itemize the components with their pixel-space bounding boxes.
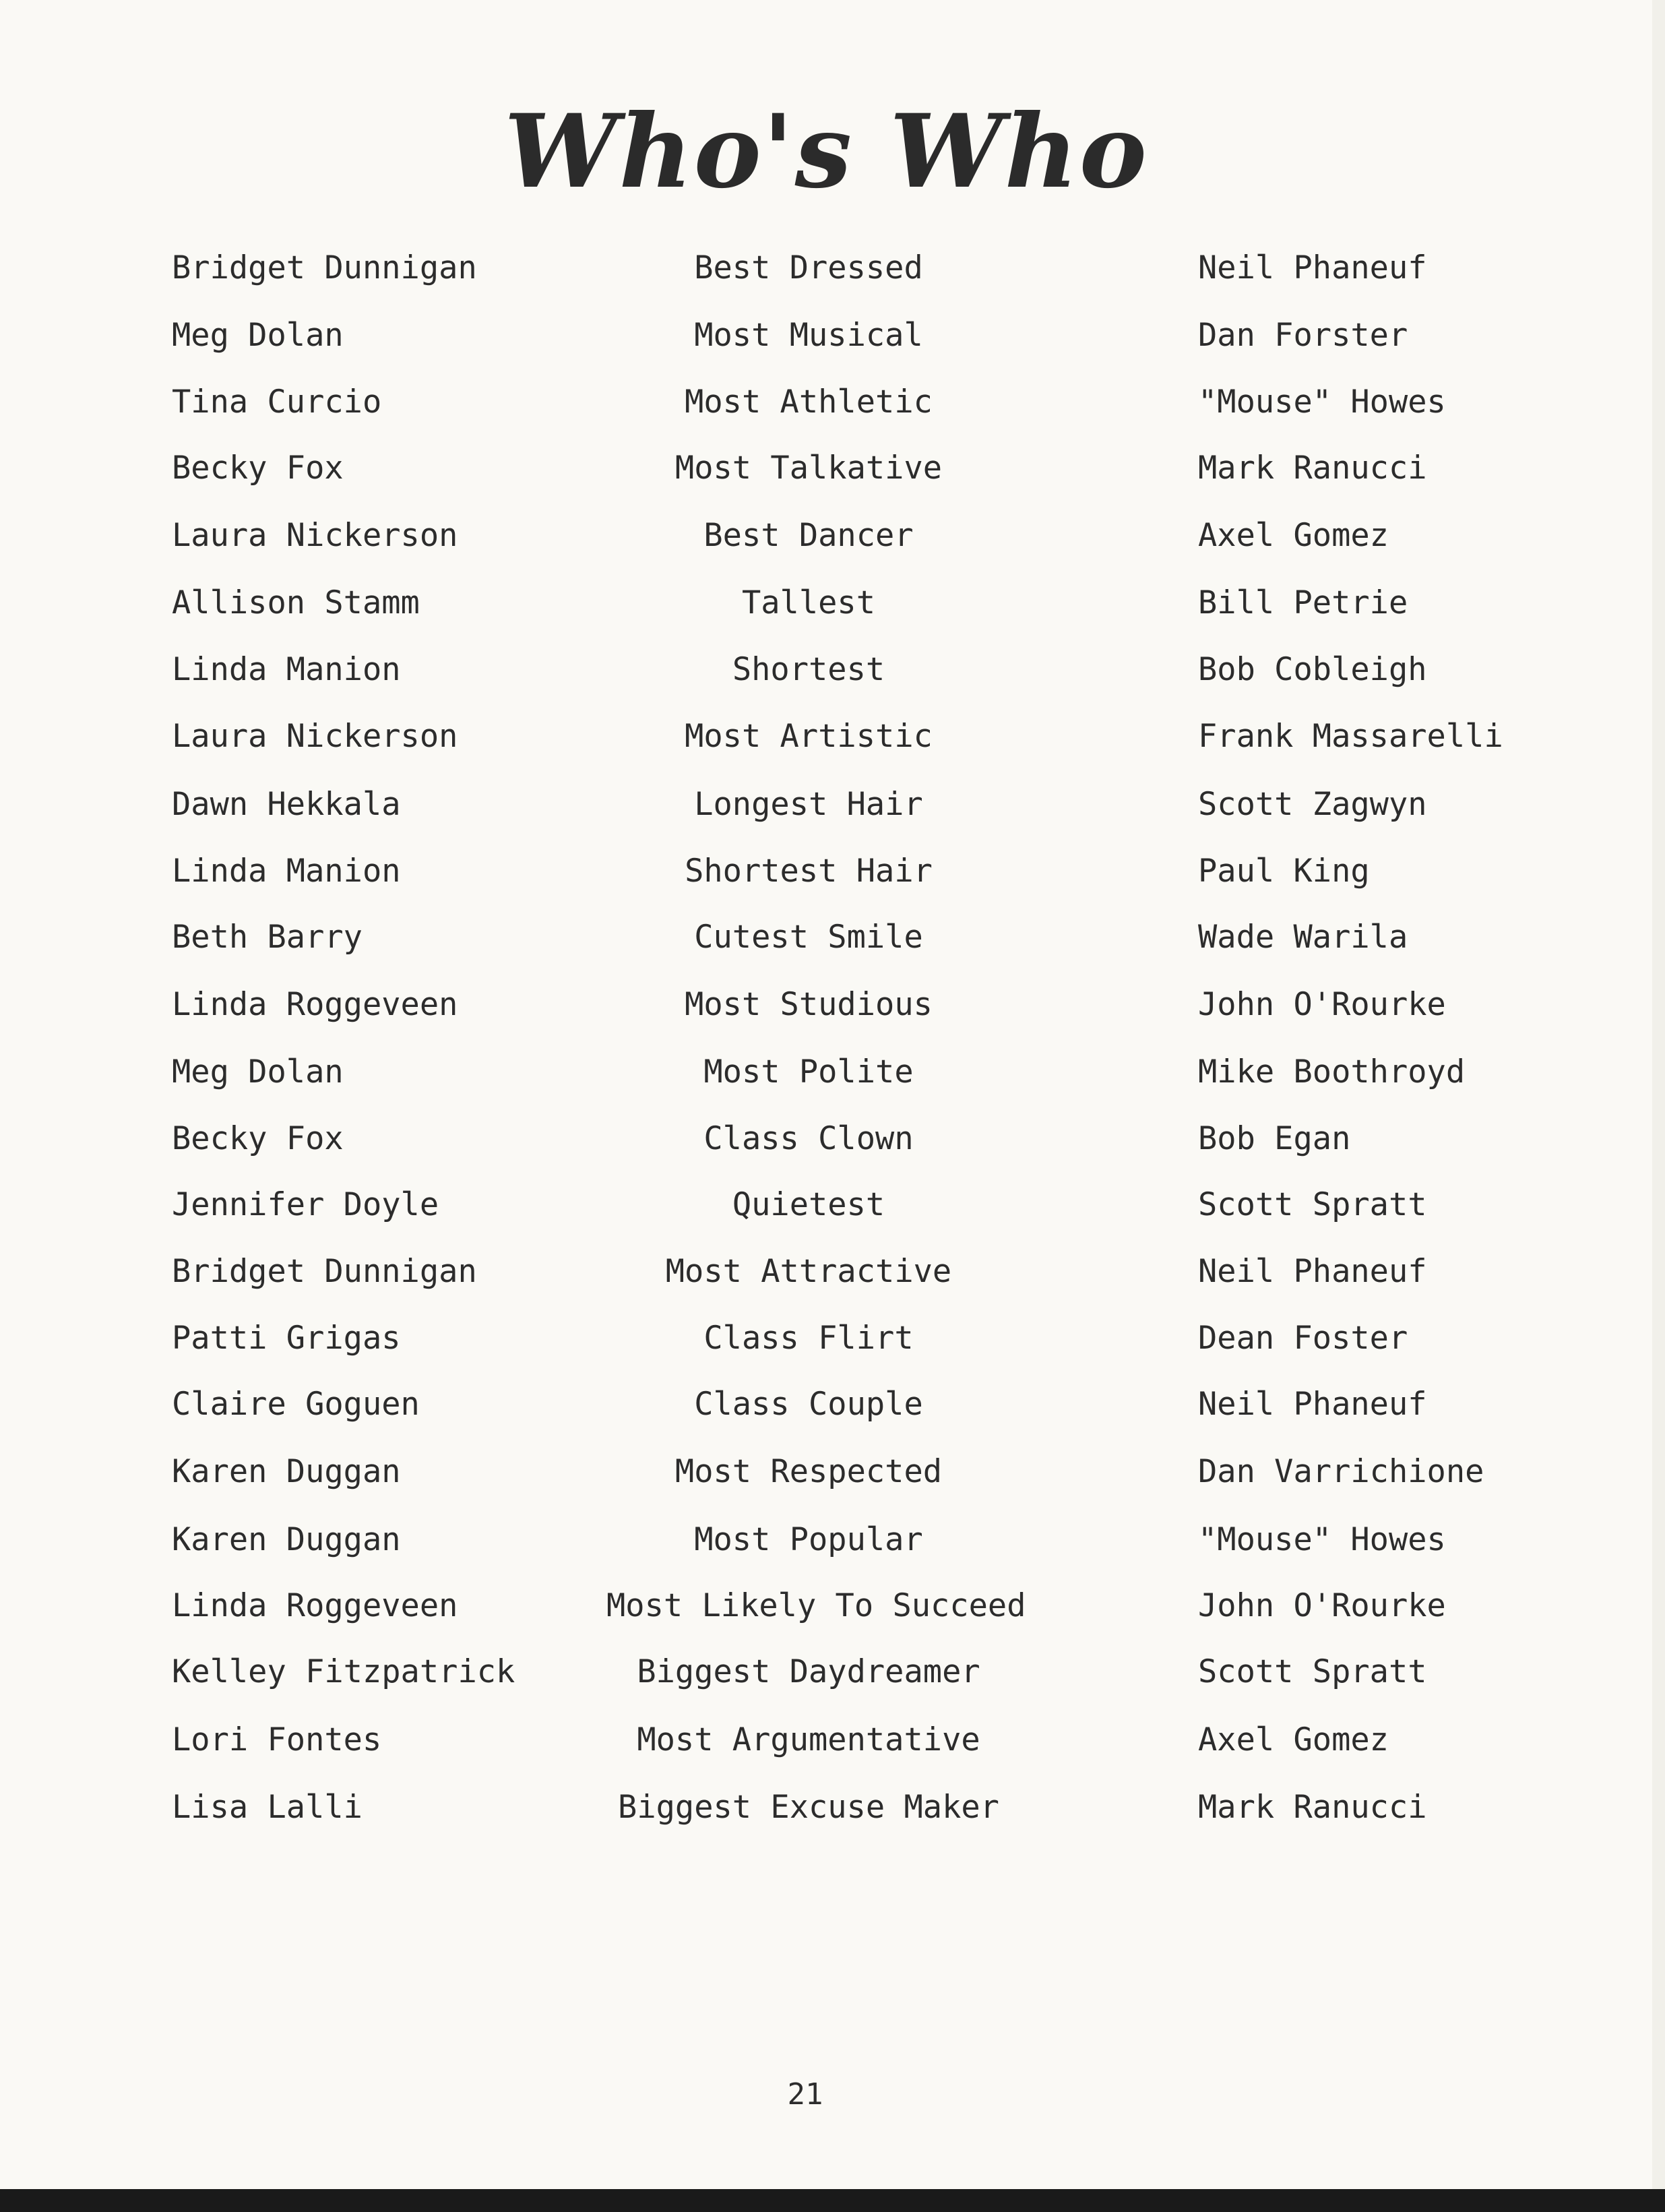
boy-name: "Mouse" Howes: [1198, 1521, 1446, 1558]
boy-name: Dean Foster: [1198, 1320, 1408, 1357]
girl-name: Lisa Lalli: [172, 1789, 363, 1826]
category-label: Most Argumentative: [637, 1721, 980, 1758]
category-label: Most Talkative: [674, 450, 943, 487]
boy-name: Scott Spratt: [1198, 1186, 1427, 1223]
page-title: Who's Who: [504, 92, 1148, 211]
list-row: [0, 509, 1652, 563]
boy-name: John O'Rourke: [1198, 986, 1446, 1023]
list-row: [0, 911, 1652, 964]
boy-name: Bill Petrie: [1198, 584, 1408, 621]
category-label: Best Dancer: [703, 517, 914, 554]
list-row: [0, 1513, 1652, 1567]
boy-name: Dan Forster: [1198, 317, 1408, 354]
girl-name: Bridget Dunnigan: [172, 249, 477, 286]
list-row: [0, 1112, 1652, 1166]
boy-name: Bob Cobleigh: [1198, 651, 1427, 688]
list-row: [0, 1245, 1652, 1299]
boy-name: Mark Ranucci: [1198, 1789, 1427, 1826]
list-row: [0, 1312, 1652, 1365]
category-label: Most Athletic: [685, 383, 933, 421]
girl-name: Meg Dolan: [172, 317, 344, 354]
girl-name: Karen Duggan: [172, 1453, 401, 1490]
category-label: Shortest Hair: [685, 853, 933, 890]
girl-name: Becky Fox: [172, 450, 344, 487]
category-label: Longest Hair: [694, 786, 923, 823]
girl-name: Laura Nickerson: [172, 517, 458, 554]
list-row: [0, 778, 1652, 832]
category-label: Shortest: [732, 651, 885, 688]
girl-name: Becky Fox: [172, 1120, 344, 1157]
page-number: 21: [787, 2077, 823, 2112]
list-row: [0, 1445, 1652, 1499]
girl-name: Tina Curcio: [172, 383, 382, 421]
girl-name: Patti Grigas: [172, 1320, 401, 1357]
girl-name: Karen Duggan: [172, 1521, 401, 1558]
girl-name: Lori Fontes: [172, 1721, 382, 1758]
category-label: Most Popular: [694, 1521, 923, 1558]
list-row: [0, 1579, 1652, 1633]
girl-name: Allison Stamm: [172, 584, 420, 621]
boy-name: Dan Varrichione: [1198, 1453, 1484, 1490]
scan-border: [0, 2189, 1665, 2212]
girl-name: Beth Barry: [172, 919, 363, 956]
girl-name: Linda Roggeveen: [172, 986, 458, 1023]
boy-name: Scott Zagwyn: [1198, 786, 1427, 823]
category-label: Quietest: [732, 1186, 885, 1223]
boy-name: Wade Warila: [1198, 919, 1408, 956]
category-label: Cutest Smile: [694, 919, 923, 956]
boy-name: Neil Phaneuf: [1198, 249, 1427, 286]
girl-name: Linda Roggeveen: [172, 1587, 458, 1624]
boy-name: Neil Phaneuf: [1198, 1253, 1427, 1290]
boy-name: Bob Egan: [1198, 1120, 1351, 1157]
list-row: [0, 844, 1652, 898]
list-row: [0, 441, 1652, 495]
list-row: [0, 1378, 1652, 1432]
category-label: Most Likely To Succeed: [606, 1587, 1026, 1624]
list-row: [0, 978, 1652, 1032]
list-row: [0, 1178, 1652, 1232]
list-row: [0, 643, 1652, 697]
list-row: [0, 1045, 1652, 1099]
category-label: Biggest Excuse Maker: [618, 1789, 999, 1826]
list-row: [0, 1645, 1652, 1699]
category-label: Class Flirt: [703, 1320, 914, 1357]
list-row: [0, 309, 1652, 363]
girl-name: Dawn Hekkala: [172, 786, 401, 823]
boy-name: Mike Boothroyd: [1198, 1053, 1466, 1090]
category-label: Most Attractive: [665, 1253, 952, 1290]
category-label: Class Couple: [694, 1386, 923, 1423]
boy-name: Mark Ranucci: [1198, 450, 1427, 487]
page-edge: [1652, 0, 1665, 2189]
category-label: Most Studious: [685, 986, 933, 1023]
category-label: Most Musical: [694, 317, 923, 354]
girl-name: Claire Goguen: [172, 1386, 420, 1423]
boy-name: Axel Gomez: [1198, 1721, 1389, 1758]
boy-name: "Mouse" Howes: [1198, 383, 1446, 421]
girl-name: Bridget Dunnigan: [172, 1253, 477, 1290]
list-row: [0, 1781, 1652, 1835]
boy-name: Paul King: [1198, 853, 1370, 890]
category-label: Best Dressed: [694, 249, 923, 286]
boy-name: Axel Gomez: [1198, 517, 1389, 554]
girl-name: Kelley Fitzpatrick: [172, 1653, 515, 1690]
girl-name: Meg Dolan: [172, 1053, 344, 1090]
girl-name: Jennifer Doyle: [172, 1186, 439, 1223]
list-row: [0, 241, 1652, 295]
boy-name: Scott Spratt: [1198, 1653, 1427, 1690]
boy-name: Frank Massarelli: [1198, 718, 1503, 755]
list-row: [0, 576, 1652, 630]
category-label: Biggest Daydreamer: [637, 1653, 980, 1690]
category-label: Tallest: [741, 584, 876, 621]
list-row: [0, 710, 1652, 764]
boy-name: Neil Phaneuf: [1198, 1386, 1427, 1423]
category-label: Most Respected: [674, 1453, 943, 1490]
girl-name: Laura Nickerson: [172, 718, 458, 755]
list-row: [0, 375, 1652, 429]
girl-name: Linda Manion: [172, 853, 401, 890]
girl-name: Linda Manion: [172, 651, 401, 688]
list-row: [0, 1713, 1652, 1767]
category-label: Most Polite: [703, 1053, 914, 1090]
boy-name: John O'Rourke: [1198, 1587, 1446, 1624]
category-label: Class Clown: [703, 1120, 914, 1157]
category-label: Most Artistic: [685, 718, 933, 755]
